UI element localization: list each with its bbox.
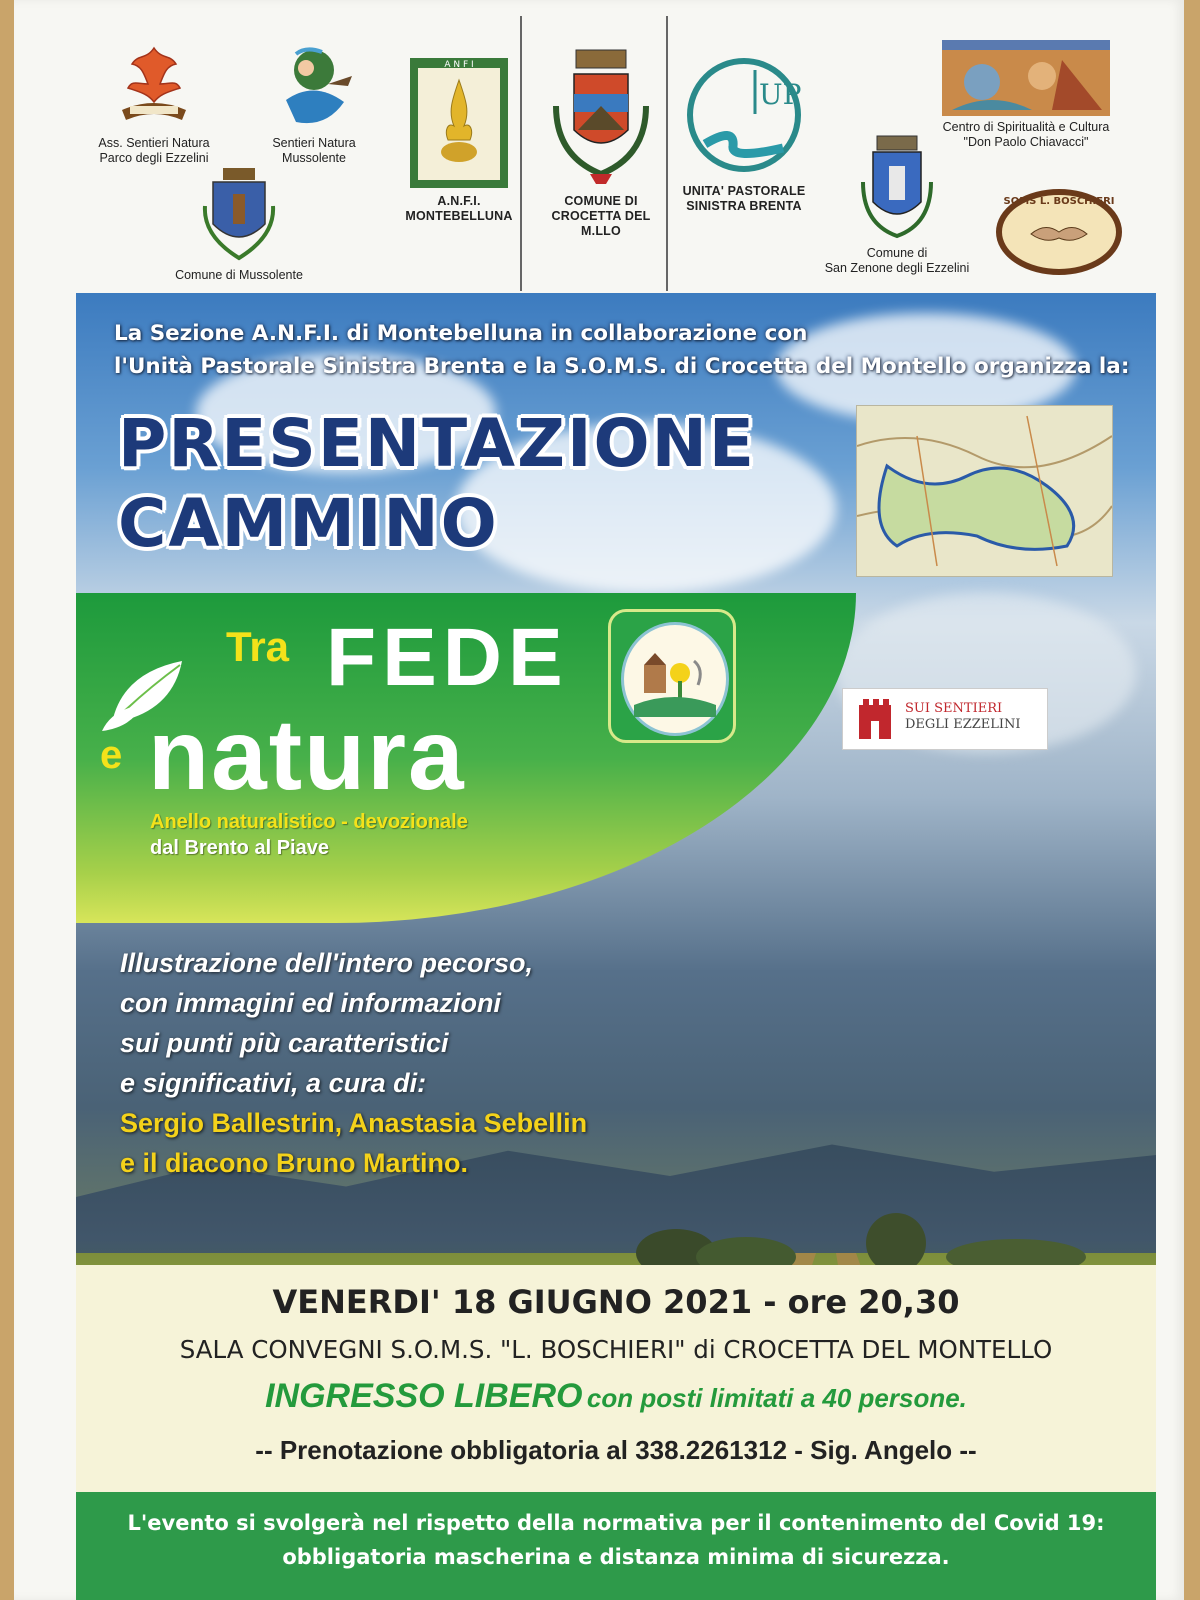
brand-emblem	[608, 609, 736, 743]
brand-subtitle-1: Anello naturalistico - devozionale	[150, 811, 468, 833]
lily-flower-icon	[108, 40, 200, 132]
intro-text	[114, 317, 1154, 383]
coat-of-arms-icon	[201, 166, 277, 264]
unita-pastorale-icon	[685, 56, 803, 174]
route-map	[856, 405, 1113, 577]
anfi-badge-icon	[408, 56, 510, 190]
handshake-seal-icon	[995, 186, 1123, 278]
sui-sentieri-text	[905, 701, 1021, 733]
logo-sentieri-natura-ezzelini	[89, 40, 219, 166]
logo-comune-san-zenone	[812, 132, 982, 276]
crocetta-caption: COMUNE DI CROCETTA DEL M.LLO	[551, 194, 651, 238]
logo-sentieri-natura-mussolente	[254, 40, 374, 166]
authors-line-2-name: Bruno Martino.	[276, 1148, 469, 1178]
anfi-caption: A.N.F.I. MONTEBELLUNA	[405, 194, 513, 223]
nature-figure-icon	[266, 40, 362, 132]
brand-tra: Tra	[226, 623, 290, 670]
svg-text:A N F I: A N F I	[444, 60, 474, 70]
sui-sentieri-line-1: SUI SENTIERI	[905, 701, 1003, 716]
sui-sentieri-badge	[842, 688, 1048, 750]
svg-text:SOMS L. BOSCHIERI: SOMS L. BOSCHIERI	[1003, 196, 1115, 207]
booking-text: -- Prenotazione obbligatoria al 338.2261312 - Sig. Angelo --	[255, 1435, 977, 1465]
intro-line-1: La Sezione A.N.F.I. di Montebelluna in collaborazione con	[114, 321, 808, 346]
sentieri-natura-ezzelini-caption: Ass. Sentieri Natura Parco degli Ezzelini	[98, 136, 210, 165]
description-line: sui punti più caratteristici	[120, 1028, 449, 1058]
logo-soms-boschieri	[992, 186, 1126, 282]
logo-anfi	[399, 56, 519, 224]
unita-pastorale-caption: UNITA' PASTORALE SINISTRA BRENTA	[682, 184, 806, 213]
comune-san-zenone-caption: Comune di San Zenone degli Ezzelini	[824, 246, 970, 275]
title-line-2: CAMMINO	[118, 485, 499, 562]
poster-body	[76, 293, 1156, 1600]
title-line-1: PRESENTAZIONE	[118, 405, 756, 482]
divider-line	[520, 16, 522, 291]
description-line: Illustrazione dell'intero pecorso,	[120, 948, 534, 978]
authors-text	[120, 1103, 760, 1183]
map-route-icon	[857, 406, 1112, 576]
fresco-painting-icon	[942, 40, 1110, 116]
description-text	[120, 943, 760, 1103]
entry-free-text: INGRESSO LIBERO	[265, 1377, 583, 1415]
covid-line-1: L'evento si svolgerà nel rispetto della normativa per il contenimento del Covid 19:	[127, 1511, 1105, 1535]
svg-text:UP: UP	[759, 78, 802, 111]
logo-unita-pastorale	[674, 56, 814, 214]
brand-e: e	[100, 733, 123, 777]
authors-line-2	[120, 1143, 760, 1183]
logo-comune-crocetta	[532, 46, 670, 239]
sentieri-natura-mussolente-caption: Sentieri Natura Mussolente	[272, 136, 356, 165]
intro-line-2: l'Unità Pastorale Sinistra Brenta e la S.O.M.S. di Crocetta del Montello organizza la:	[114, 354, 1130, 379]
san-zenone-coat-of-arms-icon	[857, 132, 937, 242]
event-venue: SALA CONVEGNI S.O.M.S. "L. BOSCHIERI" di CROCETTA DEL MONTELLO	[179, 1335, 1053, 1364]
church-flower-emblem-icon	[624, 625, 726, 733]
logo-comune-mussolente	[164, 166, 314, 283]
logo-centro-spiritualita	[926, 40, 1126, 150]
authors-line-2-prefix: e il diacono	[120, 1148, 277, 1178]
entry-limited-text: con posti limitati a 40 persone.	[586, 1383, 967, 1413]
authors-line-1: Sergio Ballestrin, Anastasia Sebellin	[120, 1108, 588, 1138]
covid-line-2: obbligatoria mascherina e distanza minima di sicurezza.	[282, 1545, 950, 1569]
sui-sentieri-line-2: DEGLI EZZELINI	[905, 717, 1021, 732]
covid-notice	[76, 1492, 1156, 1600]
crocetta-coat-of-arms-icon	[546, 46, 656, 190]
brand-subtitle-2: dal Brento al Piave	[150, 837, 329, 859]
centro-spiritualita-caption: Centro di Spiritualità e Cultura "Don Paolo Chiavacci"	[942, 120, 1110, 149]
divider-line	[666, 16, 668, 291]
description-line: e significativi, a cura di:	[120, 1068, 427, 1098]
poster-paper	[14, 0, 1184, 1600]
event-entry	[76, 1377, 1156, 1416]
brand-fede: FEDE	[326, 612, 569, 703]
brand-natura: natura	[148, 699, 466, 811]
event-info-box	[76, 1265, 1156, 1492]
description-line: con immagini ed informazioni	[120, 988, 502, 1018]
event-date: VENERDI' 18 GIUGNO 2021 - ore 20,30	[272, 1283, 960, 1321]
comune-mussolente-caption: Comune di Mussolente	[175, 268, 303, 282]
tree-line-icon	[636, 1213, 1156, 1273]
emblem-inner	[621, 622, 729, 736]
castle-tower-icon	[855, 697, 895, 741]
